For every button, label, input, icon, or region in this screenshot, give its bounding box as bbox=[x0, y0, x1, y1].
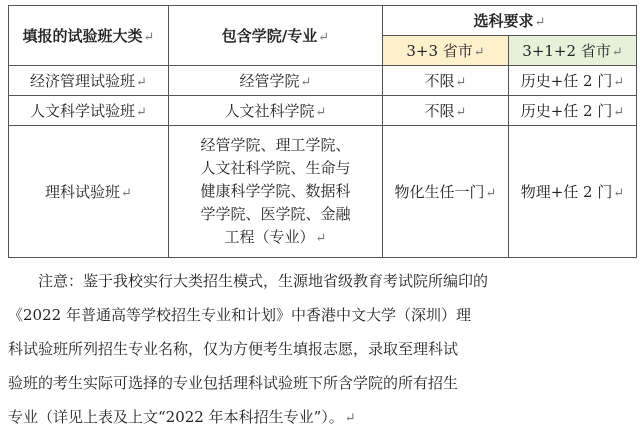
colleges-line: 学学院、医学院、金融 bbox=[200, 204, 351, 223]
cell-colleges: 经管学院↵ bbox=[169, 66, 383, 96]
colleges-line: 健康科学学院、数据科 bbox=[200, 181, 351, 200]
colleges-line: 人文社科学院、生命与 bbox=[200, 158, 351, 177]
note-line: 验班的考生实际可选择的专业包括理科试验班下所含学院的所有招生 bbox=[8, 374, 459, 392]
note-line: 科试验班所列招生专业名称，仅为方便考生填报志愿，录取至理科试 bbox=[8, 340, 459, 358]
cell-category: 理科试验班↵ bbox=[9, 126, 169, 258]
cell-colleges: 人文社科学院↵ bbox=[169, 96, 383, 126]
note-line: 《2022 年普通高等学校招生专业和计划》中香港中文大学（深圳）理 bbox=[8, 306, 471, 324]
header-colleges: 包含学院/专业↵ bbox=[169, 6, 383, 66]
note-line: 专业（详见上表及上文“2022 年本科招生专业”）。↵ bbox=[8, 408, 356, 426]
note-line: 注意：鉴于我校实行大类招生模式，生源地省级教育考试院所编印的 bbox=[38, 272, 489, 290]
cell-req-3plus3: 不限↵ bbox=[383, 96, 509, 126]
cell-category: 人文科学试验班↵ bbox=[9, 96, 169, 126]
colleges-line: 工程（专业）↵ bbox=[224, 227, 327, 246]
admission-table bbox=[8, 5, 637, 258]
cell-req-3plus1plus2: 物理+任 2 门↵ bbox=[509, 126, 637, 258]
subheader-3plus1plus2: 3+1+2 省市↵ bbox=[509, 36, 637, 66]
cell-req-3plus3: 物化生任一门↵ bbox=[383, 126, 509, 258]
note-paragraph bbox=[8, 264, 636, 436]
header-category: 填报的试验班大类↵ bbox=[9, 6, 169, 66]
colleges-line: 经管学院、理工学院、 bbox=[200, 135, 351, 154]
cell-req-3plus1plus2: 历史+任 2 门↵ bbox=[509, 66, 637, 96]
cell-colleges bbox=[169, 126, 383, 258]
cell-req-3plus1plus2: 历史+任 2 门↵ bbox=[509, 96, 637, 126]
table-row bbox=[9, 66, 637, 96]
table-row bbox=[9, 96, 637, 126]
subheader-3plus3: 3+3 省市↵ bbox=[383, 36, 509, 66]
table-row bbox=[9, 126, 637, 258]
cell-category: 经济管理试验班↵ bbox=[9, 66, 169, 96]
cell-req-3plus3: 不限↵ bbox=[383, 66, 509, 96]
header-requirements: 选科要求↵ bbox=[383, 6, 637, 36]
